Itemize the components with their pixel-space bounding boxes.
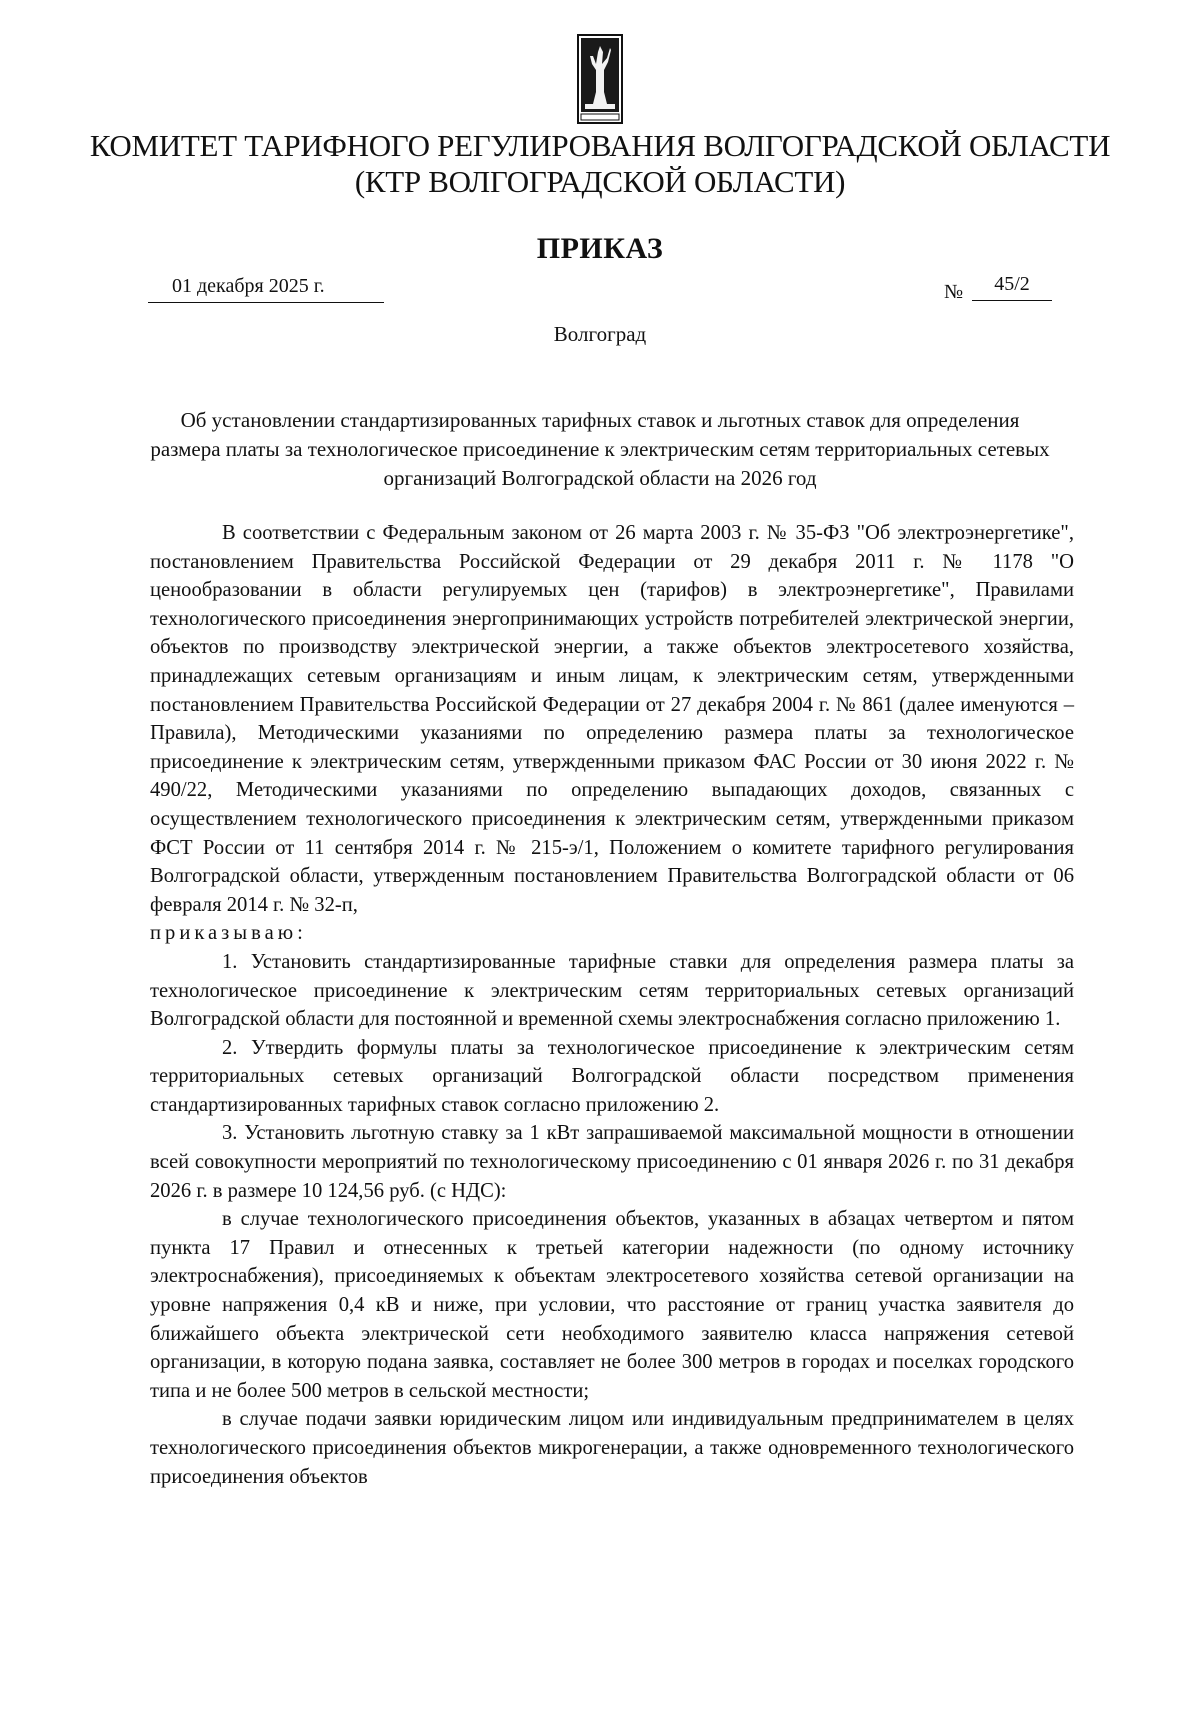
order-word: приказываю: bbox=[150, 922, 307, 945]
document-date: 01 декабря 2025 г. bbox=[148, 270, 384, 303]
item-2-paragraph: 2. Утвердить формулы платы за технологическое присоединение к электрическим сетям территориальных сетевых организаций Волгоградской области посредством применения стандартизированных тарифных ставок согласно приложению 2. bbox=[150, 1036, 1074, 1116]
organization-short-name: (КТР ВОЛГОГРАДСКОЙ ОБЛАСТИ) bbox=[354, 164, 846, 199]
document-type-title: ПРИКАЗ bbox=[536, 232, 664, 265]
organization-name: КОМИТЕТ ТАРИФНОГО РЕГУЛИРОВАНИЯ ВОЛГОГРАДСКОЙ ОБЛАСТИ bbox=[89, 128, 1111, 163]
emblem-icon bbox=[577, 34, 623, 124]
item-3-subparagraph-b: в случае подачи заявки юридическим лицом или индивидуальным предпринимателем в целях технологического присоединения объектов микрогенерации, а также одновременного технологического присоединения объектов bbox=[150, 1408, 1074, 1488]
document-body bbox=[150, 519, 1074, 1491]
preamble-paragraph: В соответствии с Федеральным законом от 26 марта 2003 г. № 35-ФЗ "Об электроэнергетике", постановлением Правительства Российской Федерации от 29 декабря 2011 г. № 1178 "О ценообразовании в области регулируемых цен (тарифов) в электроэнергетике", Правилами технологического присоединения энергопринимающих устройств потребителей электрической энергии, объектов по производству электрической энергии, а также объектов электросетевого хозяйства, принадлежащих сетевым организациям и иным лицам, к электрическим сетям, утвержденными постановлением Правительства Российской Федерации от 27 декабря 2004 г. № 861 (далее именуются – Правила), Методическими указаниями по определению размера платы за технологическое присоединение к электрическим сетям, утвержденными приказом ФАС России от 30 июня 2022 г. № 490/22, Методическими указаниями по определению выпадающих доходов, связанных с осуществлением технологического присоединения к электрическим сетям, утвержденными приказом ФСТ России от 11 сентября 2014 г. № 215-э/1, Положением о комитете тарифного регулирования Волгоградской области, утвержденным постановлением Правительства Волгоградской области от 06 февраля 2014 г. № 32-п, bbox=[150, 522, 1074, 916]
item-1-paragraph: 1. Установить стандартизированные тарифные ставки для определения размера платы за технологическое присоединение к электрическим сетям территориальных сетевых организаций Волгоградской области для постоянной и временной схемы электроснабжения согласно приложению 1. bbox=[150, 950, 1074, 1031]
document-city: Волгоград bbox=[553, 322, 647, 346]
document-number: 45/2 bbox=[972, 268, 1052, 301]
item-3-subparagraph-a: в случае технологического присоединения объектов, указанных в абзацах четвертом и пятом пункта 17 Правил и отнесенных к третьей категории надежности (по одному источнику электроснабжения), присоединяемых к объектам электросетевого хозяйства сетевой организации на уровне напряжения 0,4 кВ и ниже, при условии, что расстояние от границ участка заявителя до ближайшего объекта электрической сети необходимого заявителю класса напряжения сетевой организации, в которую подана заявка, составляет не более 300 метров в городах и поселках городского типа и не более 500 метров в сельской местности; bbox=[150, 1208, 1074, 1402]
item-3-paragraph: 3. Установить льготную ставку за 1 кВт запрашиваемой максимальной мощности в отношении всей совокупности мероприятий по технологическому присоединению с 01 января 2026 г. по 31 декабря 2026 г. в размере 10 124,56 руб. (с НДС): bbox=[150, 1122, 1074, 1202]
coat-of-arms-emblem bbox=[577, 34, 623, 124]
document-number-label: № bbox=[944, 281, 964, 303]
order-paragraph bbox=[150, 919, 1074, 948]
document-subject: Об установлении стандартизированных тарифных ставок и льготных ставок для определения размера платы за технологическое присоединение к электрическим сетям территориальных сетевых организаций Волгоградской области на 2026 год bbox=[150, 408, 1050, 490]
